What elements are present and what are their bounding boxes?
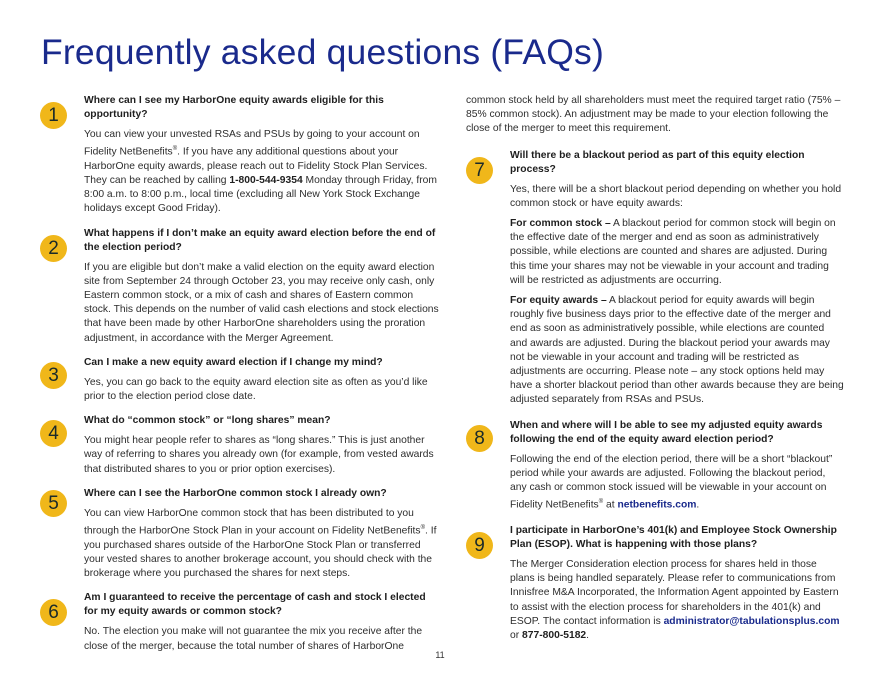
faq-number-badge: 3 (40, 362, 67, 389)
faq-answer: Yes, there will be a short blackout period depending on whether you hold common stock or have equity awards: (510, 183, 842, 209)
netbenefits-link[interactable]: netbenefits.com (617, 499, 697, 511)
faq-number-badge: 8 (466, 425, 493, 452)
faq-number-badge: 9 (466, 532, 493, 559)
faq-number-badge: 1 (40, 102, 67, 129)
faq-answer: You might hear people refer to shares as “long shares.” This is just another way of referring to shares you already own (for example, from vested awards that distributed shares to you or prior option exercises). (84, 435, 434, 475)
faq-answer: The Merger Consideration election process for shares held in those plans is being handled separately. Please refer to communications from Innisfree M&A Incorporated, the Information Agent appointed by Eastern to assist with the election process for shareholders in the 401(k) and ESOP. The contact information is administrator@tabulationsplus.com or 877-800-5182. (510, 558, 840, 641)
faq-question: I participate in HarborOne’s 401(k) and Employee Stock Ownership Plan (ESOP). What is happening with those plans? (510, 524, 837, 550)
faq-answer: You can view HarborOne common stock that has been distributed to you through the HarborOne Stock Plan in your account on Fidelity NetBenefits®. If you purchased shares outside of the HarborOne Stock Plan or transferred your vested shares to another brokerage account, you should check with the brokerage where you purchased the shares for next steps. (84, 507, 437, 580)
faq-item (40, 94, 440, 217)
faq-question: When and where will I be able to see my adjusted equity awards following the end of the equity award election period? (510, 419, 823, 445)
page-number: 11 (435, 650, 445, 660)
faq-item (40, 414, 440, 477)
faq-number-badge: 5 (40, 490, 67, 517)
faq-question: Can I make a new equity award election if I change my mind? (84, 356, 383, 368)
faq-item (40, 356, 440, 404)
faq-question: Where can I see my HarborOne equity awards eligible for this opportunity? (84, 95, 384, 120)
faq-answer-equity-awards: For equity awards – A blackout period for equity awards will begin roughly five business days prior to the effective date of the merger and end as soon as administratively possible, while elections are counted and awards are adjusted. During the blackout period your awards may not be viewable in your account and trading will be restricted as adjustments are occurring. Please note – any stock options held may have a shorter blackout period than other awards because they are being adjusted separately from RSAs and PSUs. (510, 295, 844, 406)
faq-item (40, 487, 440, 581)
email-link[interactable]: administrator@tabulationsplus.com (663, 615, 840, 627)
faq-item (40, 227, 440, 346)
faq-item (466, 419, 844, 513)
faq-number-badge: 4 (40, 420, 67, 447)
faq-answer: Following the end of the election period, there will be a short “blackout” period while your awards are adjusted. Following the blackout period, any cash or common stock issued will be viewable in your account on Fidelity NetBenefits® at netbenefits.com. (510, 453, 833, 511)
faq-answer: Yes, you can go back to the equity award election site as often as you’d like prior to the election period close date. (84, 376, 428, 403)
faq-question: Am I guaranteed to receive the percentage of cash and stock I elected for my equity awards or common stock? (84, 592, 426, 618)
faq-answer: If you are eligible but don’t make a valid election on the equity award election site from September 24 through October 23, you may receive only cash, only Eastern common stock, or a mix of cash and shares of Eastern common stock. This depends on the number of valid cash elections and stock elections that have been made by other HarborOne shareholders using the proration adjustment, in accordance with the Merger Agreement. (84, 261, 439, 344)
phone-number: 1-800-544-9354 (229, 175, 303, 187)
faq-question: What happens if I don’t make an equity award election before the end of the election period? (84, 227, 436, 253)
faq-question: Will there be a blackout period as part of this equity election process? (510, 149, 805, 175)
faq-number-badge: 7 (466, 157, 493, 184)
faq-item (466, 524, 844, 643)
faq-number-badge: 6 (40, 599, 67, 626)
faq-answer-common-stock: For common stock – A blackout period for common stock will begin on the effective date of the merger and end as soon as administratively possible, while elections are counted and shares are adjusted. During this time your shares may not be viewable in your account and trading will be restricted as adjustments are occurring. (510, 218, 836, 286)
right-column (466, 94, 844, 643)
page-title: Frequently asked questions (FAQs) (41, 32, 605, 72)
faq-item (466, 149, 844, 408)
phone-number: 877-800-5182 (522, 629, 587, 641)
faq-item (40, 591, 440, 653)
registered-mark: ® (420, 525, 425, 532)
registered-mark: ® (172, 146, 178, 153)
faq-question: Where can I see the HarborOne common stock I already own? (84, 487, 387, 499)
faq-number-badge: 2 (40, 235, 67, 262)
registered-mark: ® (598, 499, 604, 506)
faq-answer: You can view your unvested RSAs and PSUs by going to your account on Fidelity NetBenefits®. If you have any additional questions about your HarborOne equity awards, please reach out to Fidelity Stock Plan Services. They can be reached by calling 1-800-544-9354 Monday through Friday, from 8:00 a.m. to 8:00 p.m., local time (excluding all New York Stock Exchange holidays except Good Friday). (84, 129, 437, 215)
faq-answer: No. The election you make will not guarantee the mix you receive after the close of the merger, because the total number of shares of HarborOne (84, 626, 423, 652)
left-column (40, 94, 440, 654)
faq-question: What do “common stock” or “long shares” mean? (84, 415, 331, 427)
faq-answer-continued: common stock held by all shareholders must meet the required target ratio (75% – 85% common stock). An adjustment may be made to your election following the close of the merger to meet this requirement. (466, 95, 841, 135)
